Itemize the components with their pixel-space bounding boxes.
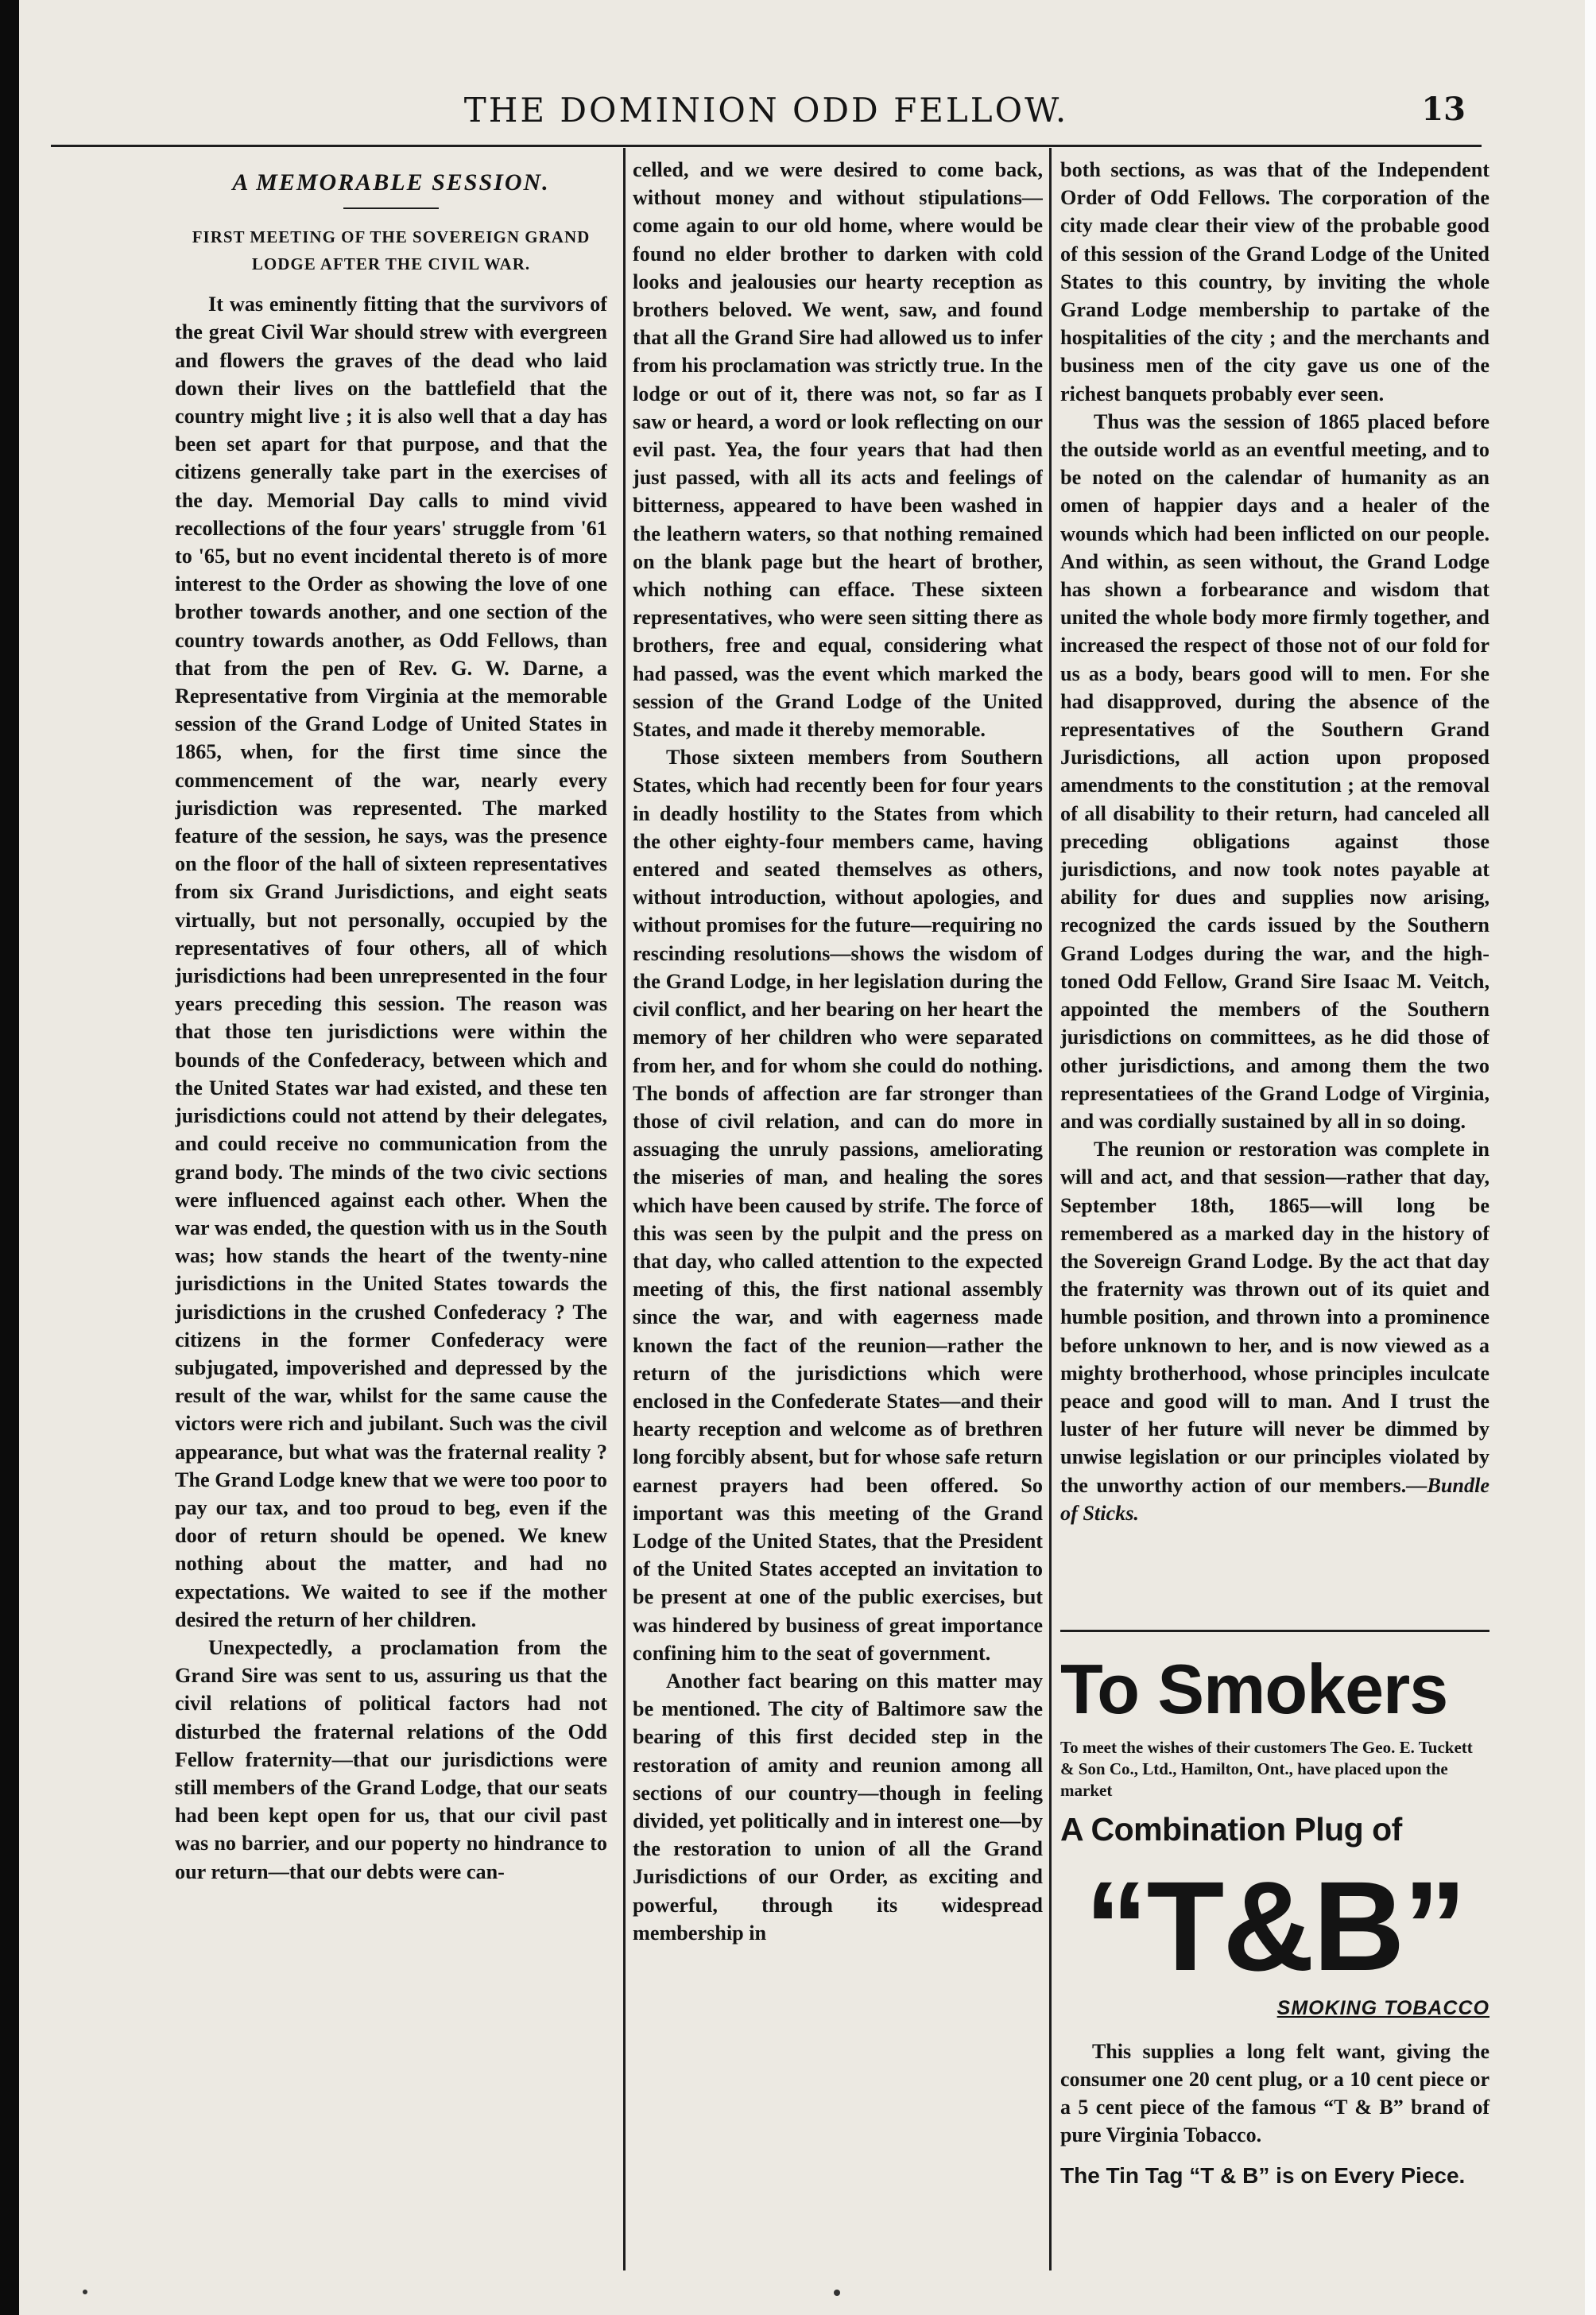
column-divider-1 [623,148,626,2270]
source-credit: —Bundle of Sticks. [1060,1473,1489,1525]
page-number: 13 [1421,91,1466,128]
article-subheading: FIRST MEETING OF THE SOVEREIGN GRAND LODGE AFTER THE CIVIL WAR. [192,227,591,274]
paragraph-text: The reunion or restoration was complete in will and act, and that session—rather that day, September 18th, 1865—will long be remembered as a marked day in the history of the Sovereign Grand Lodge. By the act that day the fraternity was thrown out of its quiet and humble position, and thrown into a prominence before unknown to her, and is now viewed as a mighty brotherhood, whose principles inculcate peace and good will to man. And I trust the luster of her future will never be dimmed by unwise legislation or our principles violated by the unworthy action of our members. [1060,1138,1489,1497]
paragraph: Unexpectedly, a proclamation from the Grand Sire was sent to us, assuring us that the civil relations of political factors had not disturbed the fraternal relations of the Odd Fellow fraternity—that our jurisdictions were still members of the Grand Lodge, that our seats had been kept open for us, that our civil past was no barrier, and our poperty no hindrance to our return—that our debts were can- [175,1635,607,1883]
article-column-2 [633,156,1043,2270]
ad-product-line: A Combination Plug of [1060,1811,1402,1848]
ad-tin-tag: The Tin Tag “T & B” is on Every Piece. [1060,2163,1466,2188]
column-divider-2 [1049,148,1052,2270]
paragraph: Another fact bearing on this matter may be mentioned. The city of Baltimore saw the bearing of this first decided step in the restoration of amity and reunion among all sections of our country—though in feeling divided, yet politically and in interest one—by the restoration to union of all the Grand Jurisdictions of our Order, as exciting and powerful, through its widespread membership in [633,1669,1043,1945]
print-speck [834,2290,840,2296]
ad-body: This supplies a long felt want, giving the consumer one 20 cent plug, or a 10 cent piece or a 5 cent piece of the famous “T & B” brand of pure Virginia Tobacco. [1060,2040,1489,2146]
article-title: A MEMORABLE SESSION. [232,169,550,196]
ad-brand: “T&B” [1084,1855,1466,1997]
scan-border-left [0,0,19,2315]
masthead-title: THE DOMINION ODD FELLOW. [463,91,1069,130]
paragraph: Thus was the session of 1865 placed before the outside world as an eventful meeting, and to be noted on the calendar of humanity as an omen of happier days and a healer of the wounds which had been inflicted on our people. And within, as seen without, the Grand Lodge has shown a forbearance and wisdom that united the whole body more firmly together, and increased the respect of those not of our fold for us as a body, bears good will to men. For she had disapproved, during the absence of the representatives of the Southern Grand Jurisdictions, all action upon proposed amendments to the constitution ; at the removal of all disability to their return, had canceled all preceding obligations against those jurisdictions, and now took notes payable at ability for dues and supplies now arising, recognized the cards issued by the Southern Grand Lodges during the war, and the high-toned Odd Fellow, Grand Sire Isaac M. Veitch, appointed the members of the Southern jurisdictions on committees, as he did those of other jurisdictions, and among them the two representatiees of the Grand Lodge of Virginia, and was cordially sustained by all in so doing. [1060,409,1489,1133]
ad-rule [1060,1630,1489,1632]
paragraph: both sections, as was that of the Independent Order of Odd Fellows. The corporation of the city made clear their view of the probable good of this session of the Grand Lodge of the United States to this country, by inviting the whole Grand Lodge membership to partake of the hospitalities of the city ; and the merchants and business men of the city gave us one of the richest banquets probably ever seen. [1060,158,1489,405]
paragraph: celled, and we were desired to come back, without money and without stipulations—come again to our old home, where would be found no elder brother to darken with cold looks and jealousies our hearty reception as brothers beloved. We went, saw, and found that all the Grand Sire had allowed us to infer from his proclamation was strictly true. In the lodge or out of it, there was not, so far as I saw or heard, a word or look reflecting on our evil past. Yea, the four years that had then just passed, with all its acts and feelings of bitterness, appeared to have been washed in the leathern waters, so that nothing remained on the blank page but the heart of brother, which nothing can efface. These sixteen representatives, who were seen sitting there as brothers, free and equal, considering what had passed, was the event which marked the session of the Grand Lodge of the United States, and made it thereby memorable. [633,158,1043,742]
scan-border-right [1585,0,1596,2315]
header-rule [51,145,1482,147]
article-column-1 [175,156,607,2270]
newspaper-page [19,0,1586,2315]
ad-tagline: SMOKING TOBACCO [1276,1997,1489,2019]
paragraph: Those sixteen members from Southern States, which had recently been for four years in deadly hostility to the States from which the other eighty-four members came, having entered and seated themselves as others, without introduction, without apologies, and without promises for the future—requiring no rescinding resolutions—shows the wisdom of the Grand Lodge, in her legislation during the civil conflict, and her bearing on her heart the memory of her children who were separated from her, and for whom she could do nothing. The bonds of affection are far stronger than those of civil relation, and can do more in assuaging the unruly passions, ameliorating the miseries of man, and healing the sores which have been caused by strife. The force of this was seen by the pulpit and the press on that day, who called attention to the expected meeting of this, the first national assembly since the war, and with eagerness made known the fact of the reunion—rather the return of the jurisdictions which were enclosed in the Confederate States—and their hearty reception and welcome as of brethren long forcibly absent, but for whose safe return earnest prayers had been offered. So important was this meeting of the Grand Lodge of the United States, that the President of the United States accepted an invitation to be present at one of the public exercises, but was hindered by business of great importance confining him to the seat of government. [633,746,1043,1665]
ad-intro: To meet the wishes of their customers The Geo. E. Tuckett & Son Co., Ltd., Hamilton, Ont., have placed upon the market [1060,1738,1473,1800]
paragraph: It was eminently fitting that the survivors of the great Civil War should strew with evergreen and flowers the graves of the dead who laid down their lives on the battlefield that the country might live ; it is also well that a day has been set apart for that purpose, and that the citizens generally take part in the exercises of the day. Memorial Day calls to mind vivid recollections of the four years' struggle from '61 to '65, but no event incidental thereto is of more interest to the Order as showing the love of one brother towards another, and one section of the country towards another, as Odd Fellows, than that from the pen of Rev. G. W. Darne, a Representative from Virginia at the memorable session of the Grand Lodge of United States in 1865, when, for the first time since the commencement of the war, nearly every jurisdiction was represented. The marked feature of the session, he says, was the presence on the floor of the hall of sixteen representatives from six Grand Jurisdictions, and eight seats virtually, but not personally, occupied by the representatives of four others, all of which jurisdictions had been unrepresented in the four years preceding this session. The reason was that those ten jurisdictions were within the bounds of the Confederacy, between which and the United States war had existed, and these ten jurisdictions could not attend by their delegates, and could receive no communication from the grand body. The minds of the two civic sections were influenced against each other. When the war was ended, the question with us in the South was; how stands the heart of the twenty-nine jurisdictions in the United States towards the jurisdictions in the crushed Confederacy ? The citizens in the former Confederacy were subjugated, impoverished and depressed by the result of the war, whilst for the same cause the victors were rich and jubilant. Such was the civil appearance, but what was the fraternal reality ? The Grand Lodge knew that we were too poor to pay our tax, and too proud to beg, even if the door of return should be opened. We knew nothing about the matter, and had no expectations. We waited to see if the mother desired the return of her children. [175,293,607,1631]
article-column-3 [1060,156,1489,1619]
print-speck [83,2290,87,2294]
page-header [67,87,1466,135]
paragraph [1060,1135,1489,1527]
ad-headline: To Smokers [1060,1650,1448,1728]
tobacco-advertisement [1060,1630,1489,2266]
title-dash [343,207,439,209]
